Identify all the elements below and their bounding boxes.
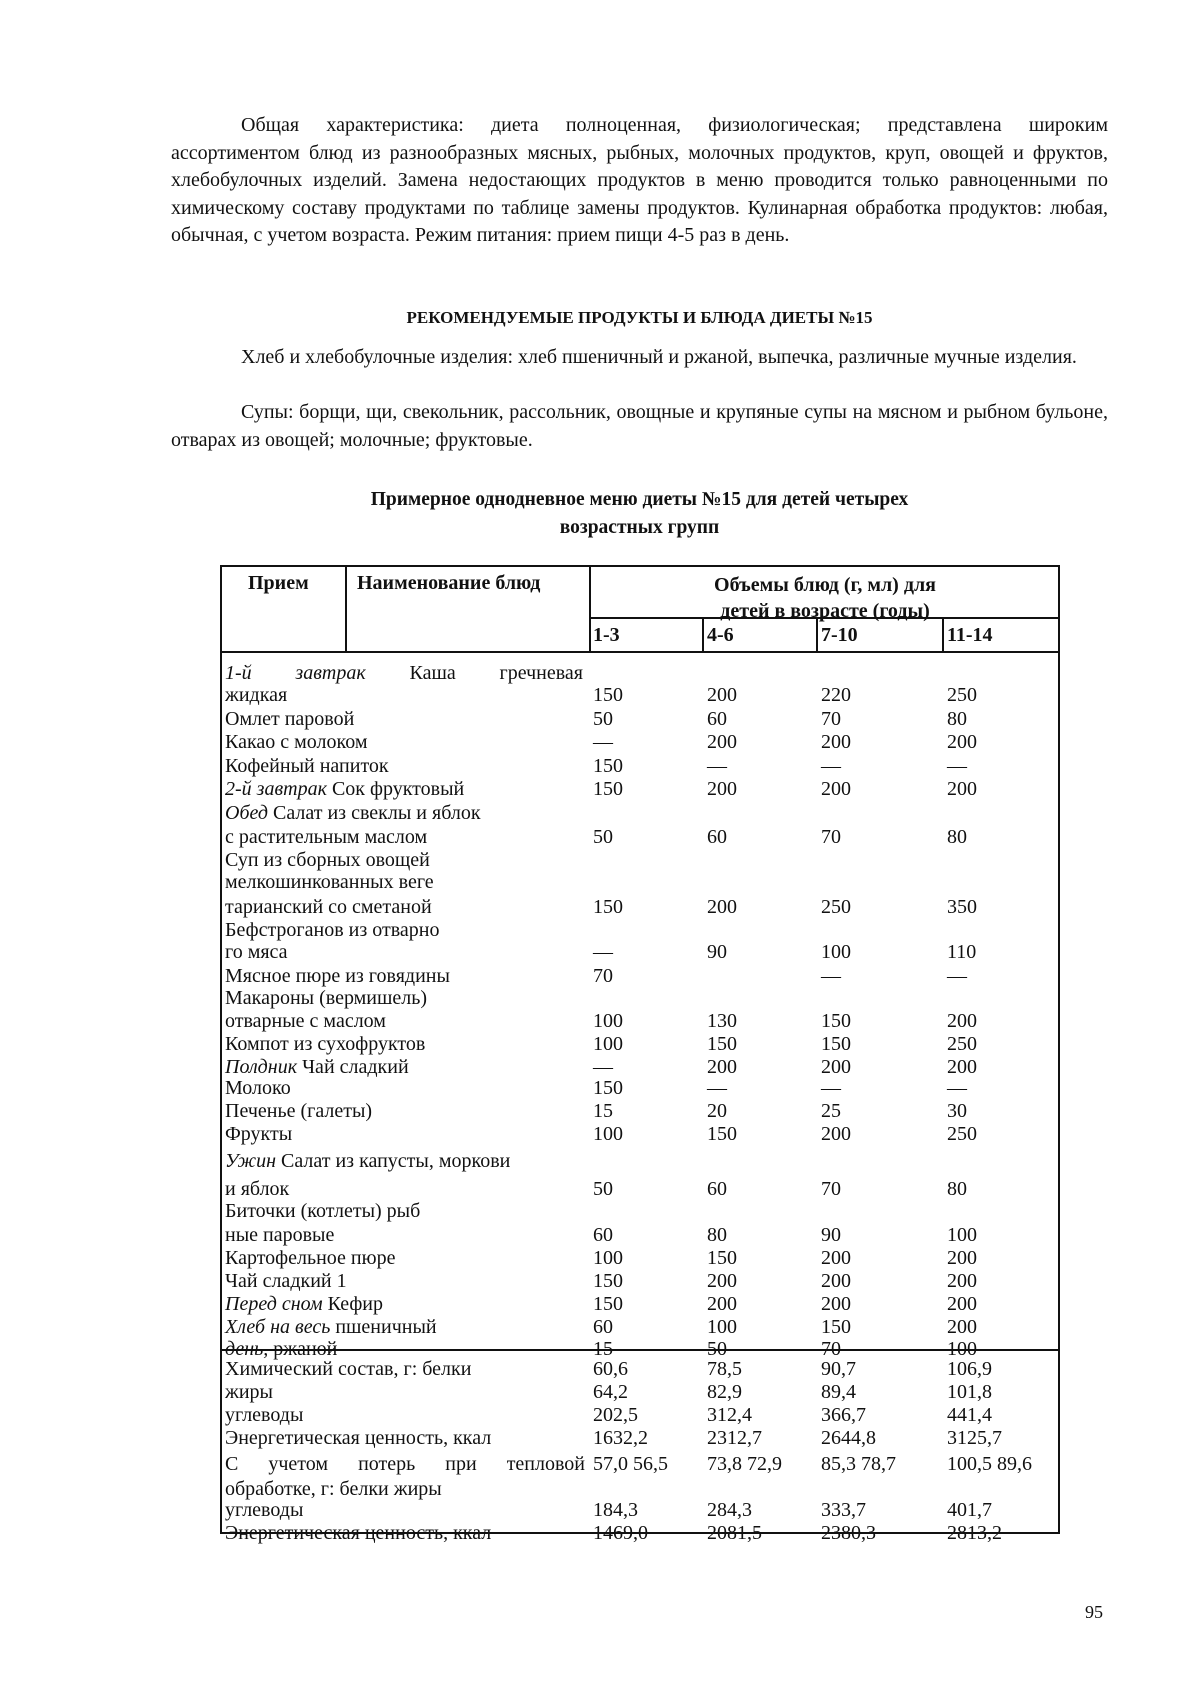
table-row <box>225 1150 510 1172</box>
summary-label: жиры <box>225 1381 273 1403</box>
summary-value-age-1: 60,6 <box>593 1358 628 1380</box>
summary-value-age-1: 64,2 <box>593 1381 628 1403</box>
meal-label: 1-й завтрак <box>225 662 366 684</box>
volume-cell-age-2: 150 <box>707 1247 737 1269</box>
volume-cell-age-3: 70 <box>821 708 841 730</box>
dish-name: Омлет паровой <box>225 708 355 730</box>
dish-name: Печенье (галеты) <box>225 1100 373 1122</box>
volume-cell-age-4: 80 <box>947 708 967 730</box>
header-dish: Наименование блюд <box>357 572 541 594</box>
volume-cell-age-4: 250 <box>947 684 977 706</box>
dish-name: Биточки (котлеты) рыб <box>225 1200 421 1222</box>
volume-cell-age-3: 25 <box>821 1100 841 1122</box>
volume-cell-age-4: 80 <box>947 826 967 848</box>
volume-cell-age-3: 220 <box>821 684 851 706</box>
table-title <box>171 486 1108 542</box>
table-row <box>225 1270 347 1292</box>
soups-paragraph: Супы: борщи, щи, свекольник, рассольник, овощные и крупяные супы на мясном и рыбном бульоне, отварах из овощей; молочные; фруктовые. <box>171 401 1108 451</box>
volume-cell-age-4: 200 <box>947 1270 977 1292</box>
header-volumes-line2: детей в возрасте (годы) <box>720 600 930 622</box>
table-row <box>225 708 354 730</box>
volume-cell-age-4: — <box>947 1077 967 1099</box>
volume-cell-age-3: 250 <box>821 896 851 918</box>
volume-cell-age-3: — <box>821 755 841 777</box>
column-divider-meal <box>345 566 347 652</box>
volume-cell-age-4: 350 <box>947 896 977 918</box>
table-row <box>225 731 367 753</box>
summary-value-age-4: 106,9 <box>947 1358 992 1380</box>
volume-cell-age-2: 200 <box>707 731 737 753</box>
table-row <box>225 1010 386 1032</box>
header-meal: Прием <box>248 572 309 594</box>
meal-label: Хлеб на весь <box>225 1316 331 1338</box>
intro-paragraph: Общая характеристика: диета полноценная, физиологическая; представлена широким ассортиментом блюд из разнообразных мясных, рыбных, молочных продуктов, круп, овощей и фруктов, хлебобулочных изделий. Замена недостающих продуктов в меню проводится только равноценными по химическому составу продуктами по таблице замены продуктов. Кулинарная обработка продуктов: любая, обычная, с учетом возраста. Режим питания: прием пищи 4-5 раз в день. <box>171 114 1108 247</box>
volume-cell-age-1: 100 <box>593 1247 623 1269</box>
volume-cell-age-2: 150 <box>707 1033 737 1055</box>
table-row <box>225 662 583 684</box>
dish-name: го мяса <box>225 941 288 963</box>
volume-cell-age-2: 60 <box>707 826 727 848</box>
volume-cell-age-3: — <box>821 965 841 987</box>
volume-cell-age-4: 250 <box>947 1123 977 1145</box>
summary-value-age-2: 284,3 <box>707 1499 752 1521</box>
summary-value-age-3: 333,7 <box>821 1499 866 1521</box>
dish-name: Какао с молоком <box>225 731 368 753</box>
dish-name: ржаной <box>273 1338 338 1360</box>
volume-cell-age-2: 50 <box>707 1338 727 1360</box>
volume-cell-age-4: 200 <box>947 778 977 800</box>
summary-value-age-3: 90,7 <box>821 1358 856 1380</box>
dish-name: Мясное пюре из говядины <box>225 965 450 987</box>
header-age-1: 1-3 <box>593 624 620 646</box>
volume-cell-age-2: 200 <box>707 778 737 800</box>
summary-value-age-1: 202,5 <box>593 1404 638 1426</box>
summary-value-age-3: 85,3 78,7 <box>821 1453 896 1475</box>
volume-cell-age-3: 70 <box>821 1178 841 1200</box>
volume-cell-age-4: 80 <box>947 1178 967 1200</box>
dish-name: Компот из сухофруктов <box>225 1033 426 1055</box>
table-row <box>225 1316 437 1338</box>
volume-cell-age-4: — <box>947 965 967 987</box>
volume-cell-age-1: 150 <box>593 1270 623 1292</box>
volume-cell-age-1: 150 <box>593 1293 623 1315</box>
header-age-3: 7-10 <box>821 624 858 646</box>
table-row <box>225 1247 395 1269</box>
dish-name: Суп из сборных овощей <box>225 849 430 871</box>
volume-cell-age-3: 200 <box>821 1270 851 1292</box>
volume-cell-age-2: 200 <box>707 1293 737 1315</box>
volume-cell-age-3: 200 <box>821 1247 851 1269</box>
summary-label: С учетом потерь при тепловой <box>225 1453 585 1475</box>
volume-cell-age-2: — <box>707 755 727 777</box>
header-age-4: 11-14 <box>947 624 993 646</box>
volume-cell-age-3: 150 <box>821 1010 851 1032</box>
summary-value-age-2: 73,8 72,9 <box>707 1453 782 1475</box>
volume-cell-age-2: 200 <box>707 1056 737 1078</box>
volume-cell-age-1: 150 <box>593 755 623 777</box>
summary-value-age-3: 366,7 <box>821 1404 866 1426</box>
volume-cell-age-4: 110 <box>947 941 977 963</box>
table-row <box>225 1077 291 1099</box>
volume-cell-age-2: 90 <box>707 941 727 963</box>
dish-name: Фрукты <box>225 1123 293 1145</box>
volume-cell-age-4: 200 <box>947 1316 977 1338</box>
volume-cell-age-4: 30 <box>947 1100 967 1122</box>
volume-cell-age-2: 60 <box>707 708 727 730</box>
volume-cell-age-4: 250 <box>947 1033 977 1055</box>
volume-cell-age-1: 150 <box>593 896 623 918</box>
header-age-2: 4-6 <box>707 624 734 646</box>
volume-cell-age-3: 100 <box>821 941 851 963</box>
volume-cell-age-1: 50 <box>593 708 613 730</box>
section-heading: РЕКОМЕНДУЕМЫЕ ПРОДУКТЫ И БЛЮДА ДИЕТЫ №15 <box>406 308 873 327</box>
volume-cell-age-1: 50 <box>593 826 613 848</box>
volume-cell-age-1: 50 <box>593 1178 613 1200</box>
page-number: 95 <box>1085 1602 1103 1622</box>
volume-cell-age-3: 200 <box>821 1056 851 1078</box>
volume-cell-age-3: 200 <box>821 1293 851 1315</box>
dish-name: Сок фруктовый <box>331 778 465 800</box>
volume-cell-age-1: 15 <box>593 1338 613 1360</box>
meal-label: Перед сном <box>225 1293 323 1315</box>
meal-label: 2-й завтрак <box>225 778 327 800</box>
dish-name: Бефстроганов из отварно <box>225 919 440 941</box>
dish-name: мелкошинкованных веге <box>225 871 434 893</box>
volume-cell-age-1: — <box>593 731 613 753</box>
summary-value-age-2: 2081,5 <box>707 1522 762 1544</box>
table-row <box>225 919 440 941</box>
dish-name: ные паровые <box>225 1224 335 1246</box>
dish-name: тарианский со сметаной <box>225 896 432 918</box>
volume-cell-age-3: 200 <box>821 731 851 753</box>
volume-cell-age-1: 150 <box>593 778 623 800</box>
summary-value-age-4: 401,7 <box>947 1499 992 1521</box>
summary-divider <box>221 1349 1059 1351</box>
summary-label: углеводы <box>225 1404 304 1426</box>
volume-cell-age-1: 100 <box>593 1010 623 1032</box>
table-row <box>225 802 481 824</box>
volume-cell-age-2: — <box>707 1077 727 1099</box>
volume-cell-age-2: 150 <box>707 1123 737 1145</box>
volume-cell-age-3: 90 <box>821 1224 841 1246</box>
dish-name: Каша гречневая <box>409 662 583 684</box>
volume-cell-age-1: 15 <box>593 1100 613 1122</box>
volume-cell-age-2: 60 <box>707 1178 727 1200</box>
dish-name: Чай сладкий 1 <box>225 1270 347 1292</box>
header-bottom-line <box>221 651 1059 653</box>
summary-label: обработке, г: белки жиры <box>225 1478 442 1500</box>
summary-value-age-4: 101,8 <box>947 1381 992 1403</box>
summary-value-age-1: 1632,2 <box>593 1427 648 1449</box>
dish-name: Салат из свеклы и яблок <box>273 802 481 824</box>
volume-cell-age-2: 100 <box>707 1316 737 1338</box>
summary-value-age-4: 441,4 <box>947 1404 992 1426</box>
table-row <box>225 1178 289 1200</box>
header-volumes <box>590 572 1060 622</box>
dish-name: жидкая <box>225 684 288 706</box>
column-divider-age-4 <box>942 618 944 652</box>
dish-name: Молоко <box>225 1077 291 1099</box>
volume-cell-age-4: 100 <box>947 1224 977 1246</box>
dish-name: Макароны (вермишель) <box>225 987 428 1009</box>
volume-cell-age-3: — <box>821 1077 841 1099</box>
meal-label: Ужин <box>225 1150 276 1172</box>
volume-cell-age-1: 100 <box>593 1033 623 1055</box>
table-row <box>225 896 432 918</box>
table-row <box>225 941 288 963</box>
table-row <box>225 987 427 1009</box>
dish-name: Картофельное пюре <box>225 1247 396 1269</box>
table-row <box>225 871 434 893</box>
summary-value-age-1: 184,3 <box>593 1499 638 1521</box>
volume-cell-age-3: 150 <box>821 1316 851 1338</box>
dish-name: и яблок <box>225 1178 290 1200</box>
volume-cell-age-4: 200 <box>947 731 977 753</box>
volume-cell-age-1: 100 <box>593 1123 623 1145</box>
table-row <box>225 826 427 848</box>
volume-cell-age-2: 80 <box>707 1224 727 1246</box>
volume-cell-age-3: 200 <box>821 1123 851 1145</box>
table-row <box>225 965 450 987</box>
summary-value-age-4: 2813,2 <box>947 1522 1002 1544</box>
table-title-line1: Примерное однодневное меню диеты №15 для детей четырех <box>370 489 909 510</box>
meal-label: Полдник <box>225 1056 298 1078</box>
table-row <box>225 755 389 777</box>
table-row <box>225 1056 409 1078</box>
volume-cell-age-1: — <box>593 1056 613 1078</box>
table-row <box>225 1338 337 1360</box>
dish-name: с растительным маслом <box>225 826 428 848</box>
volume-cell-age-4: 200 <box>947 1247 977 1269</box>
table-row <box>225 1224 334 1246</box>
summary-value-age-3: 2644,8 <box>821 1427 876 1449</box>
bread-paragraph: Хлеб и хлебобулочные изделия: хлеб пшеничный и ржаной, выпечка, различные мучные изделия. <box>241 346 1077 368</box>
table-row <box>225 778 464 800</box>
volume-cell-age-3: 150 <box>821 1033 851 1055</box>
volume-cell-age-2: 200 <box>707 1270 737 1292</box>
volume-cell-age-4: 200 <box>947 1010 977 1032</box>
summary-value-age-2: 78,5 <box>707 1358 742 1380</box>
table-row <box>225 1033 425 1055</box>
dish-name: Чай сладкий <box>302 1056 409 1078</box>
table-row <box>225 1100 372 1122</box>
summary-label: Химический состав, г: белки <box>225 1358 472 1380</box>
dish-name: отварные с маслом <box>225 1010 386 1032</box>
summary-value-age-1: 1469,0 <box>593 1522 648 1544</box>
summary-value-age-2: 82,9 <box>707 1381 742 1403</box>
meal-label: Обед <box>225 802 268 824</box>
volume-cell-age-3: 70 <box>821 826 841 848</box>
summary-value-age-4: 3125,7 <box>947 1427 1002 1449</box>
table-row <box>225 849 430 871</box>
volume-cell-age-1: 60 <box>593 1316 613 1338</box>
table-row <box>225 1123 292 1145</box>
table-row <box>225 684 287 706</box>
summary-label: Энергетическая ценность, ккал <box>225 1427 492 1449</box>
table-title-line2: возрастных групп <box>559 517 720 538</box>
summary-value-age-4: 100,5 89,6 <box>947 1453 1032 1475</box>
volume-cell-age-4: 200 <box>947 1293 977 1315</box>
dish-name: Кофейный напиток <box>225 755 389 777</box>
summary-value-age-3: 2380,3 <box>821 1522 876 1544</box>
table-row <box>225 1293 383 1315</box>
volume-cell-age-1: 60 <box>593 1224 613 1246</box>
summary-label: углеводы <box>225 1499 304 1521</box>
volume-cell-age-3: 200 <box>821 778 851 800</box>
volume-cell-age-2: 130 <box>707 1010 737 1032</box>
volume-cell-age-2: 20 <box>707 1100 727 1122</box>
summary-value-age-1: 57,0 56,5 <box>593 1453 668 1475</box>
volume-cell-age-4: 200 <box>947 1056 977 1078</box>
volume-cell-age-1: — <box>593 941 613 963</box>
summary-value-age-2: 312,4 <box>707 1404 752 1426</box>
volume-cell-age-4: — <box>947 755 967 777</box>
volume-cell-age-1: 70 <box>593 965 613 987</box>
volume-cell-age-1: 150 <box>593 684 623 706</box>
header-volumes-line1: Объемы блюд (г, мл) для <box>714 574 936 596</box>
dish-name: Кефир <box>327 1293 383 1315</box>
volume-cell-age-2: 200 <box>707 684 737 706</box>
volume-cell-age-3: 70 <box>821 1338 841 1360</box>
volume-cell-age-1: 150 <box>593 1077 623 1099</box>
dish-name: пшеничный <box>335 1316 437 1338</box>
summary-value-age-2: 2312,7 <box>707 1427 762 1449</box>
volume-cell-age-2: 200 <box>707 896 737 918</box>
summary-value-age-3: 89,4 <box>821 1381 856 1403</box>
volume-cell-age-4: 100 <box>947 1338 977 1360</box>
summary-label: Энергетическая ценность, ккал <box>225 1522 492 1544</box>
dish-name: Салат из капусты, моркови <box>281 1150 511 1172</box>
table-row <box>225 1200 420 1222</box>
meal-label: день, <box>225 1338 269 1360</box>
column-divider-age-2 <box>702 618 704 652</box>
